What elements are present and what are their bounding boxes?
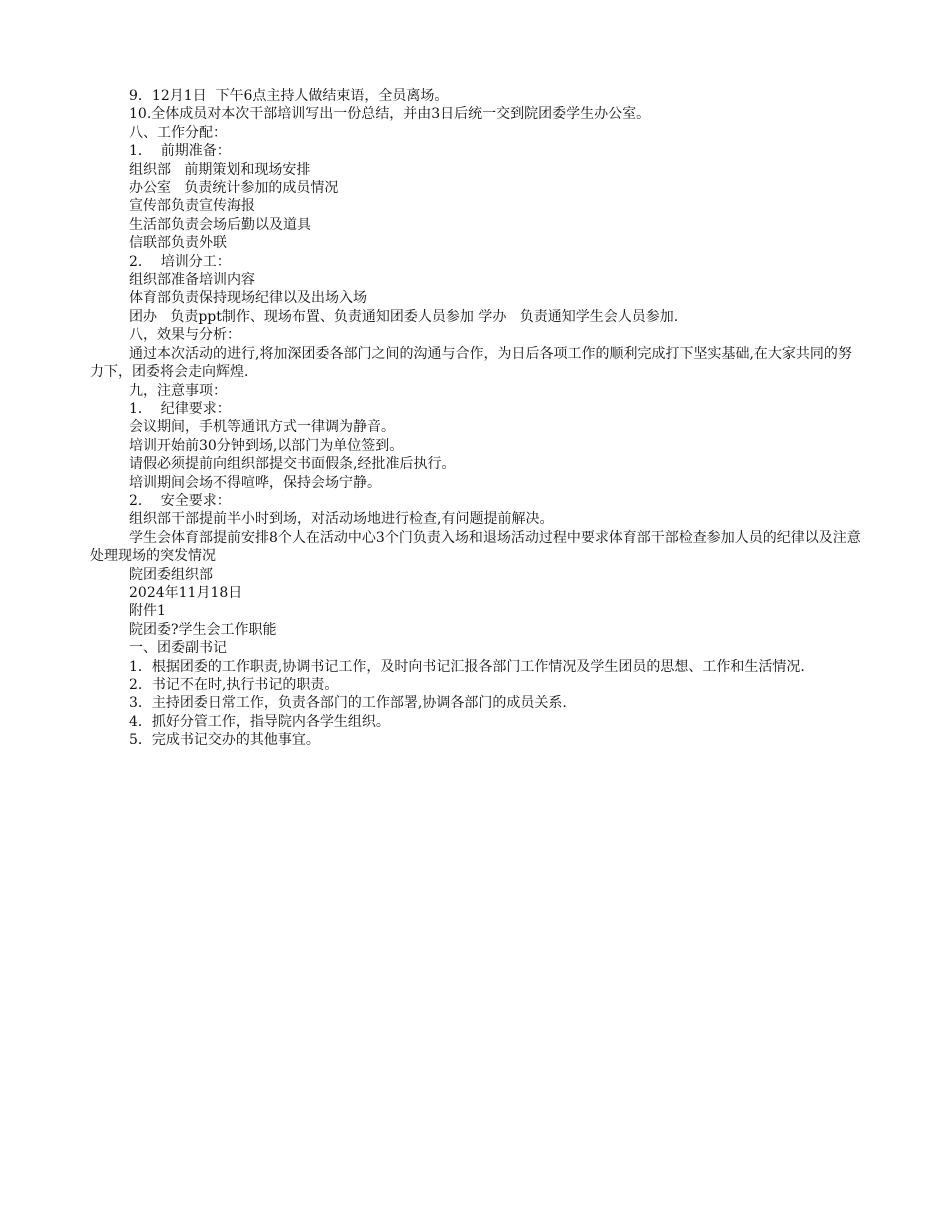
text-line: 培训开始前30分钟到场,以部门为单位签到。 <box>129 437 404 454</box>
paragraph: 通过本次活动的进行,将加深团委各部门之间的沟通与合作，为日后各项工作的顺利完成打下坚实基础,在大家共同的努力下，团委将会走向辉煌. <box>90 345 852 381</box>
paragraph: 学生会体育部提前安排8个人在活动中心3个门负责入场和退场活动过程中要求体育部干部检查参加人员的纪律以及注意处理现场的突发情况 <box>90 529 861 565</box>
text-line: 9．12月1日 下午6点主持人做结束语，全员离场。 <box>129 88 449 104</box>
list-item: 1．根据团委的工作职责,协调书记工作，及时向书记汇报各部门工作情况及学生团员的思想、工作和生活情况. <box>129 658 805 675</box>
list-item: 4．抓好分管工作，指导院内各学生组织。 <box>129 713 390 730</box>
signature-org: 院团委组织部 <box>129 566 213 583</box>
text-line: 10.全体成员对本次干部培训写出一份总结，并由3日后统一交到院团委学生办公室。 <box>129 106 651 123</box>
section-heading: 八、工作分配： <box>129 124 227 141</box>
text-line: 宣传部负责宣传海报 <box>129 198 255 215</box>
text-line: 请假必须提前向组织部提交书面假条,经批准后执行。 <box>129 456 456 473</box>
section-heading: 八，效果与分析： <box>129 327 241 344</box>
document-body <box>90 87 865 750</box>
text-line: 办公室 负责统计参加的成员情况 <box>129 180 339 197</box>
list-item: 3．主持团委日常工作，负责各部门的工作部署,协调各部门的成员关系. <box>129 695 567 712</box>
attachment-label: 附件1 <box>129 603 166 620</box>
signature-date: 2024年11月18日 <box>129 584 243 601</box>
text-line: 会议期间，手机等通讯方式一律调为静音。 <box>129 419 395 436</box>
attachment-title: 院团委?学生会工作职能 <box>129 621 277 638</box>
text-line: 组织部干部提前半小时到场，对活动场地进行检查,有问题提前解决。 <box>129 511 554 528</box>
text-line: 信联部负责外联 <box>129 235 227 252</box>
text-line: 团办 负责ppt制作、现场布置、负责通知团委人员参加 学办 负责通知学生会人员参加. <box>129 308 679 325</box>
text-line: 体育部负责保持现场纪律以及出场入场 <box>129 290 367 307</box>
subsection-heading: 1． 纪律要求： <box>129 400 231 417</box>
subsection-heading: 1． 前期准备： <box>129 143 231 160</box>
list-item: 5．完成书记交办的其他事宜。 <box>129 732 320 749</box>
subsection-heading: 2． 培训分工： <box>129 253 231 270</box>
section-heading: 一、团委副书记 <box>129 640 227 657</box>
text-line: 组织部准备培训内容 <box>129 272 255 289</box>
subsection-heading: 2． 安全要求： <box>129 492 231 509</box>
list-item: 2．书记不在时,执行书记的职责。 <box>129 677 339 693</box>
text-line: 培训期间会场不得喧哗，保持会场宁静。 <box>129 474 381 491</box>
text-line: 组织部 前期策划和现场安排 <box>129 161 311 178</box>
section-heading: 九，注意事项： <box>129 382 227 399</box>
text-line: 生活部负责会场后勤以及道具 <box>129 216 311 233</box>
